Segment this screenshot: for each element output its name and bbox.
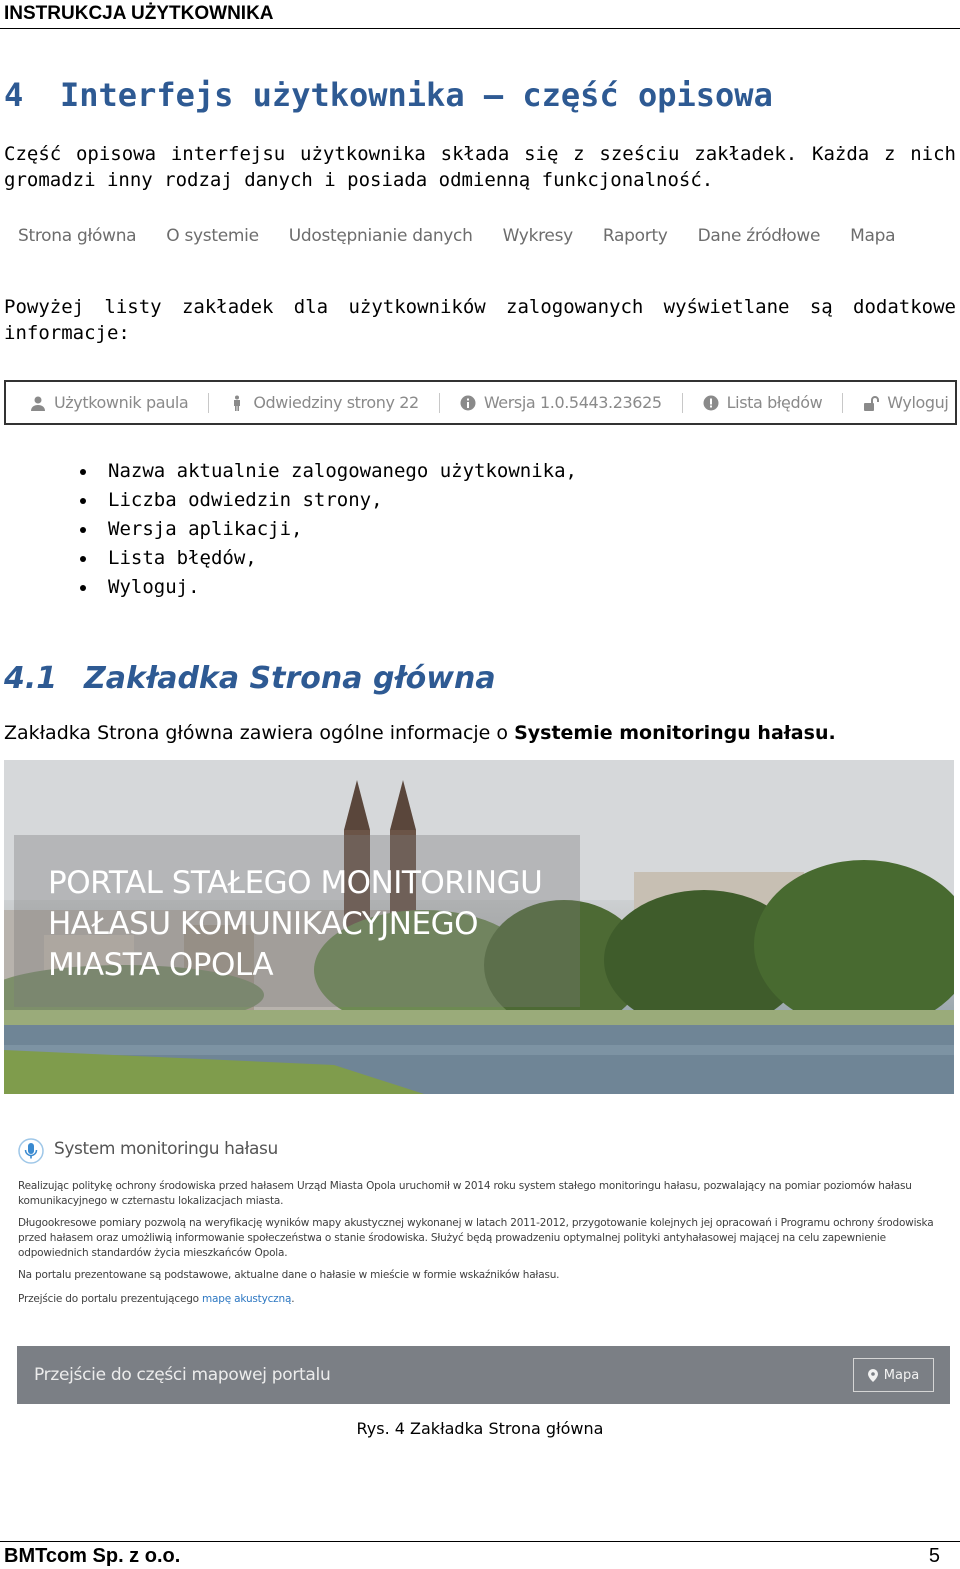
tab-wykresy[interactable]: Wykresy xyxy=(502,226,573,246)
tab-raporty[interactable]: Raporty xyxy=(602,226,668,246)
person-standing-icon xyxy=(229,395,245,411)
logout-label: Wyloguj xyxy=(887,393,949,412)
user-info-label: Użytkownik paula xyxy=(54,393,189,412)
extra-info-paragraph: Powyżej listy zakładek dla użytkowników zalogowanych wyświetlane są dodatkowe informacje: xyxy=(4,296,956,344)
info-icon xyxy=(460,395,476,411)
panel-link-suffix: . xyxy=(291,1293,295,1305)
separator xyxy=(439,393,440,413)
panel-paragraph-2: Długookresowe pomiary pozwolą na weryfikację wyników mapy akustycznej wykonanej w latach 2011-2012, przygotowanie kolejnych jej opracowań i Programu ochrony środowiska przed hałasem oraz umożliwią informowanie społeczeństwa o stanie środowiska. Służyć będą prowadzeniu optymalnej polityki antyhałasowej mającej na celu zapewnienie odpowiednich standardów życia mieszkańców Opola. xyxy=(18,1217,934,1259)
tab-o-systemie[interactable]: O systemie xyxy=(166,226,259,246)
tab-strona-glowna[interactable]: Strona główna xyxy=(18,226,137,246)
list-item: Liczba odwiedzin strony, xyxy=(80,486,577,515)
list-item: Nazwa aktualnie zalogowanego użytkownika, xyxy=(80,457,577,486)
page-number: 5 xyxy=(928,1545,940,1567)
subsection-text-bold: Systemie monitoringu hałasu. xyxy=(514,722,836,744)
list-item: Wersja aplikacji, xyxy=(80,515,577,544)
user-info-bar xyxy=(4,380,957,425)
hero-title: PORTAL STAŁEGO MONITORINGU HAŁASU KOMUNIKACYJNEGO MIASTA OPOLA xyxy=(48,865,543,983)
map-button-label: Mapa xyxy=(883,1367,920,1383)
visits-info xyxy=(229,393,419,412)
user-icon xyxy=(30,395,46,411)
hero-title-box xyxy=(14,835,580,1007)
microphone-icon xyxy=(18,1138,44,1164)
tab-dane-zrodlowe[interactable]: Dane źródłowe xyxy=(697,226,821,246)
feature-list xyxy=(80,457,577,602)
figure-caption: Rys. 4 Zakładka Strona główna xyxy=(356,1419,604,1438)
subsection-text: Zakładka Strona główna zawiera ogólne informacje o xyxy=(4,722,515,744)
version-info xyxy=(460,393,662,412)
separator xyxy=(682,393,683,413)
visits-info-label: Odwiedziny strony 22 xyxy=(253,393,419,412)
section-heading xyxy=(4,76,773,114)
footer-rule xyxy=(0,1541,960,1542)
footer-company: BMTcom Sp. z o.o. xyxy=(4,1545,181,1567)
tab-bar xyxy=(18,226,925,246)
panel-title: System monitoringu hałasu xyxy=(54,1139,278,1159)
panel-paragraph-1: Realizując politykę ochrony środowiska przed hałasem Urząd Miasta Opola uruchomił w 2014 roku system stałego monitoringu hałasu, pozwalający na pomiar poziomów hałasu komunikacyjnego w czternastu lokalizacjach miasta. xyxy=(18,1180,912,1207)
subsection-number: 4.1 xyxy=(4,661,58,696)
map-button[interactable] xyxy=(853,1358,934,1392)
map-portal-label: Przejście do części mapowej portalu xyxy=(34,1365,331,1385)
map-marker-icon xyxy=(868,1369,878,1382)
error-list-link[interactable] xyxy=(703,393,823,412)
subsection-title: Zakładka Strona główna xyxy=(84,661,496,696)
list-item: Lista błędów, xyxy=(80,544,577,573)
error-list-label: Lista błędów xyxy=(726,393,823,412)
unlock-icon xyxy=(863,395,879,411)
acoustic-map-link[interactable]: mapę akustyczną xyxy=(202,1293,292,1305)
intro-paragraph: Część opisowa interfejsu użytkownika składa się z sześciu zakładek. Każda z nich gromadzi inny rodzaj danych i posiada odmienną funkcjonalność. xyxy=(4,143,956,191)
subsection-heading xyxy=(4,661,496,696)
tab-udostepnianie-danych[interactable]: Udostępnianie danych xyxy=(288,226,473,246)
map-portal-banner xyxy=(17,1346,950,1404)
panel-link-prefix: Przejście do portalu prezentującego xyxy=(18,1293,203,1305)
panel-paragraph-3: Na portalu prezentowane są podstawowe, aktualne dane o hałasie w mieście w formie wskaźników hałasu. xyxy=(18,1269,560,1281)
version-info-label: Wersja 1.0.5443.23625 xyxy=(483,393,662,412)
panel-paragraph-4 xyxy=(18,1292,950,1307)
separator xyxy=(842,393,843,413)
hero-banner xyxy=(4,760,954,1094)
list-item: Wyloguj. xyxy=(80,573,577,602)
section-number: 4 xyxy=(4,76,24,114)
header-rule xyxy=(0,28,960,29)
section-title: Interfejs użytkownika – część opisowa xyxy=(60,76,773,114)
subsection-paragraph xyxy=(4,722,836,744)
exclamation-icon xyxy=(703,395,719,411)
separator xyxy=(208,393,209,413)
running-header: INSTRUKCJA UŻYTKOWNIKA xyxy=(4,3,274,24)
tab-mapa[interactable]: Mapa xyxy=(850,226,896,246)
user-info xyxy=(30,393,188,412)
logout-link[interactable] xyxy=(863,393,948,412)
